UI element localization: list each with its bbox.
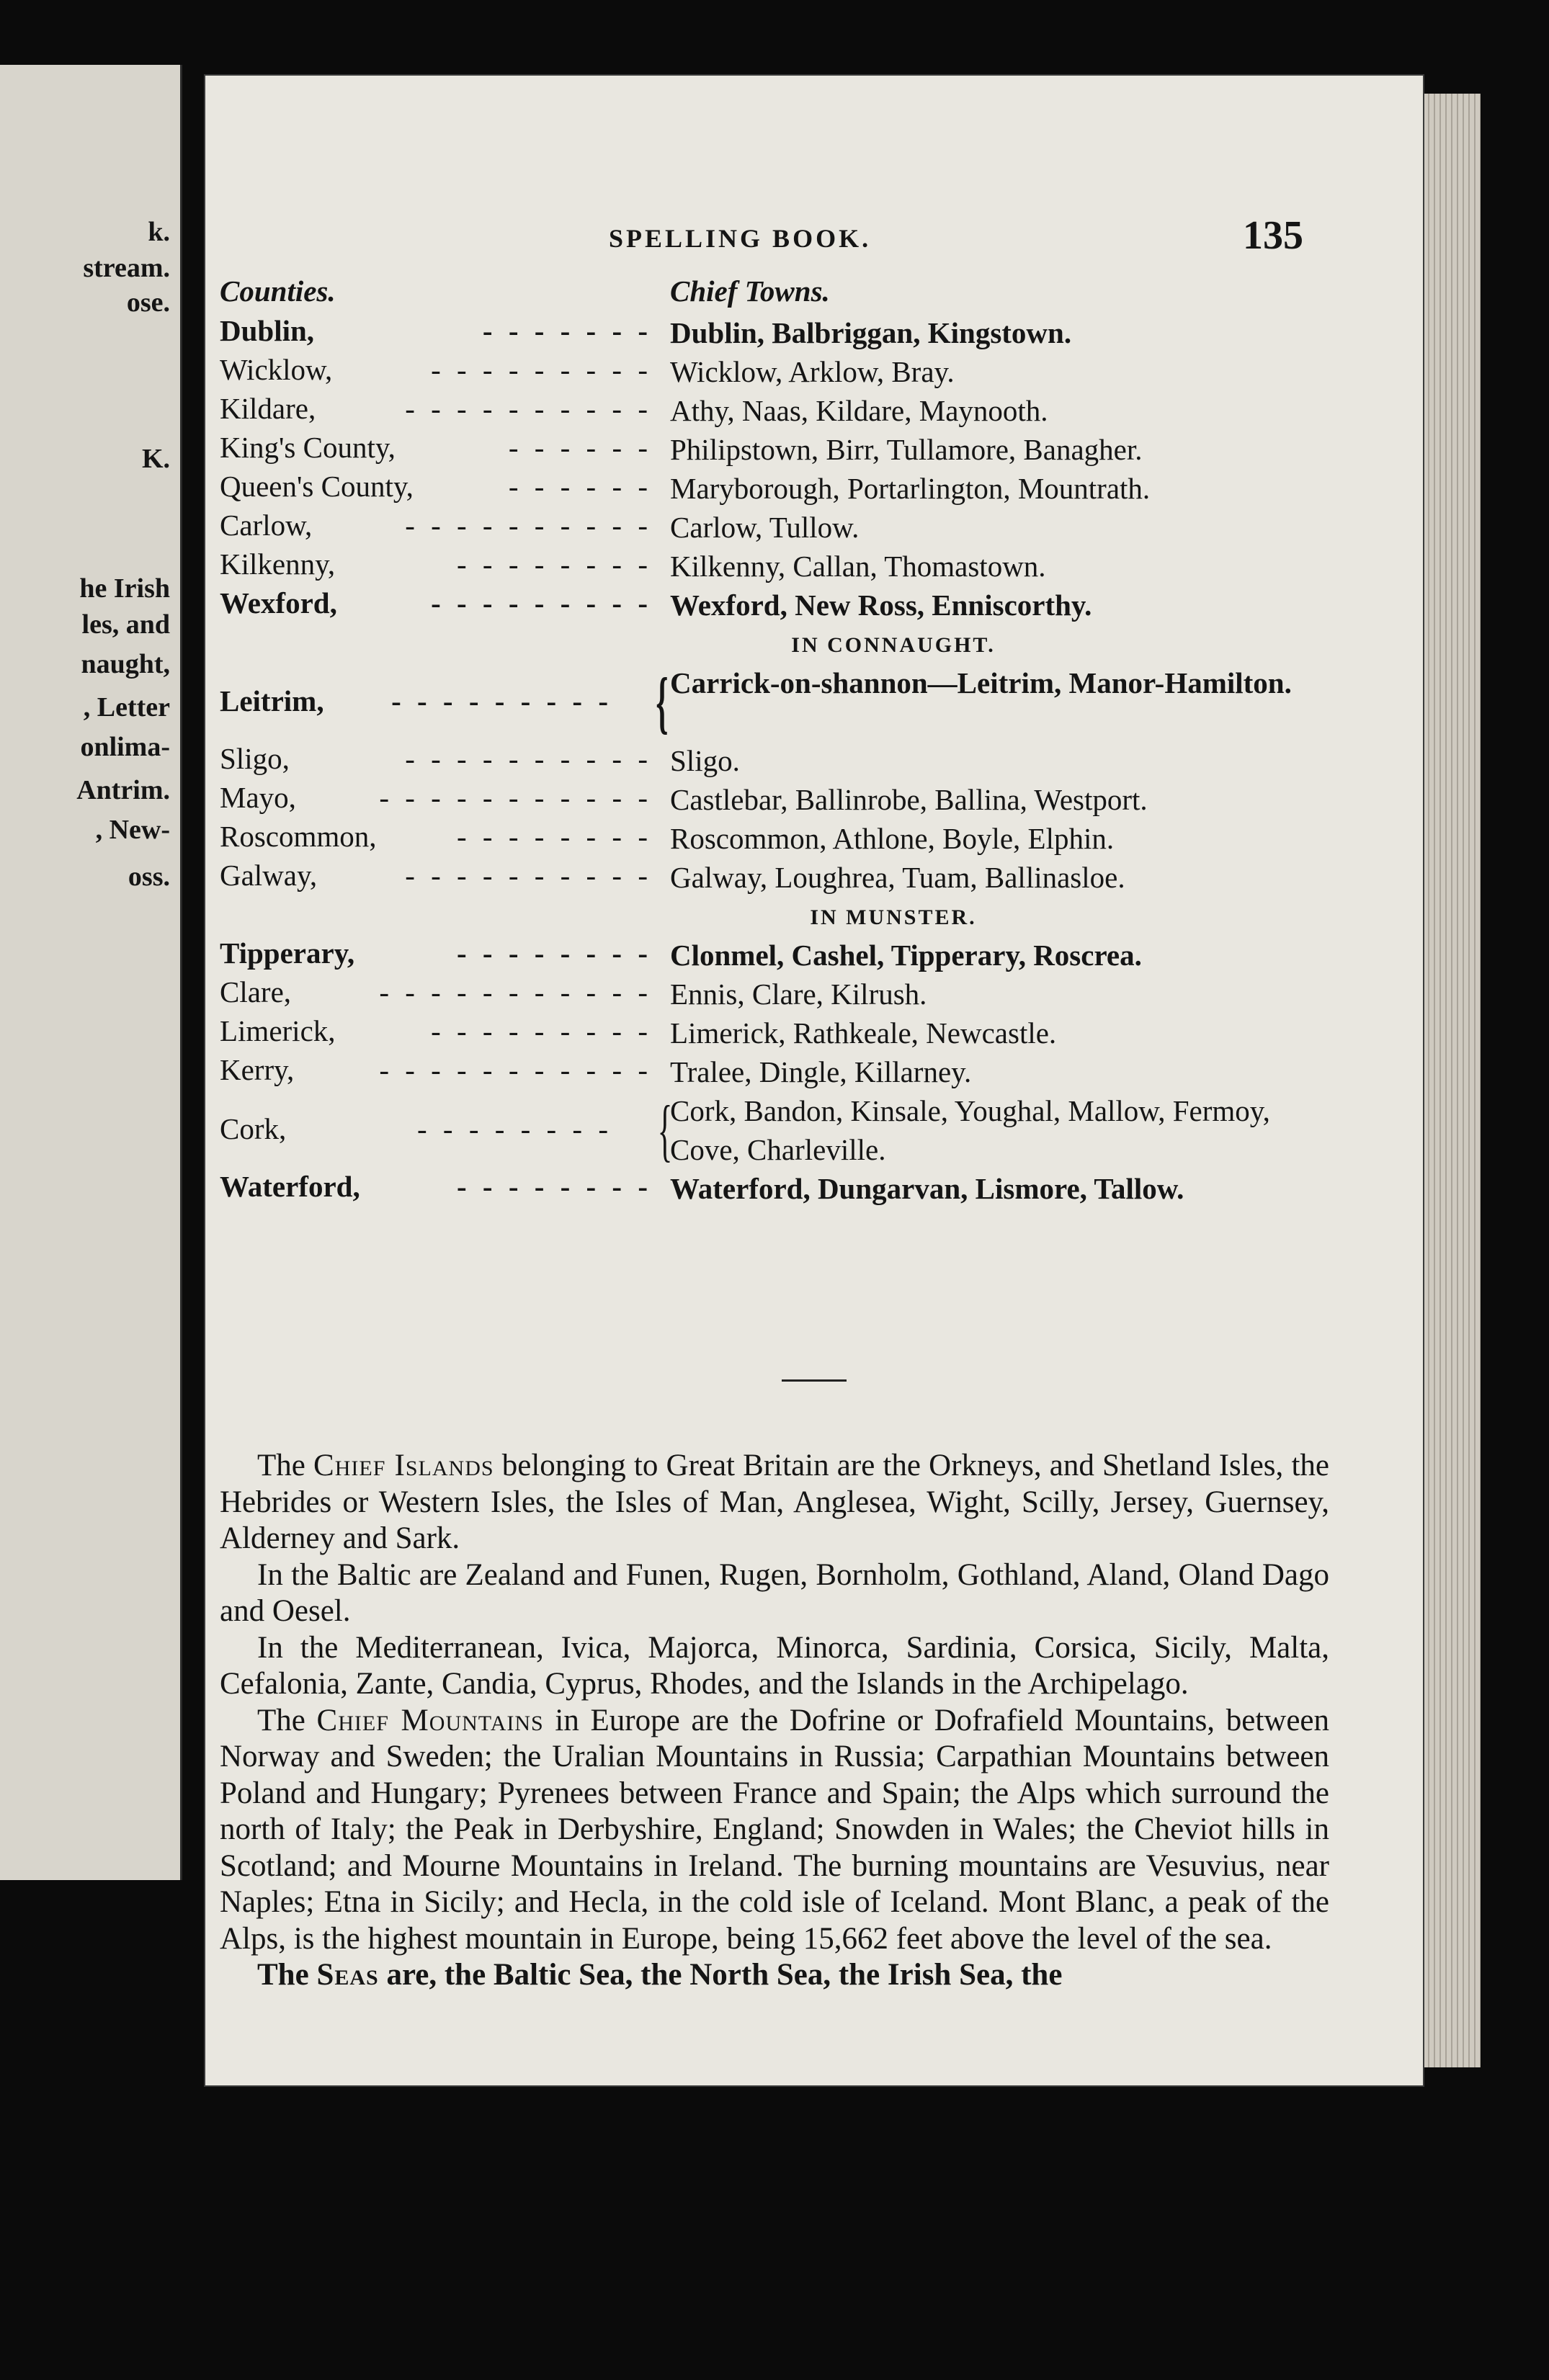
leader-dots: - - - - - - <box>508 431 652 464</box>
county-name: Carlow, <box>220 509 313 542</box>
chief-towns: Roscommon, Athlone, Boyle, Elphin. <box>670 822 1115 855</box>
facing-page-fragment: naught, <box>81 649 170 679</box>
facing-page-fragment: les, and <box>81 609 170 640</box>
county-name: Sligo, <box>220 742 290 775</box>
county-name: Clare, <box>220 975 292 1008</box>
county-name: Cork, <box>220 1112 287 1145</box>
chief-towns: Wicklow, Arklow, Bray. <box>670 355 955 388</box>
county-name: Kildare, <box>220 392 316 425</box>
leader-dots: - - - - - - - - - - <box>405 509 652 542</box>
county-name: Waterford, <box>220 1170 360 1203</box>
county-name: Wexford, <box>220 586 337 619</box>
leader-dots: - - - - - - - - - <box>431 1014 652 1047</box>
facing-page-fragment: he Irish <box>79 573 170 604</box>
leader-dots: - - - - - - - <box>482 314 652 347</box>
body-text <box>220 1448 1329 1994</box>
facing-page-fragment: ose. <box>126 287 170 318</box>
counties-heading: Counties. <box>220 274 336 308</box>
chief-towns: Ennis, Clare, Kilrush. <box>670 978 927 1011</box>
county-name: Queen's County, <box>220 470 414 503</box>
brace-glyph: { <box>657 1091 673 1168</box>
running-head: SPELLING BOOK. <box>609 224 872 253</box>
facing-page-fragment: Antrim. <box>76 775 170 805</box>
table-row <box>220 1091 1329 1169</box>
chief-towns: Philipstown, Birr, Tullamore, Banagher. <box>670 433 1143 466</box>
table-row <box>220 819 1329 858</box>
leader-dots: - - - - - - - - <box>457 936 652 970</box>
facing-page-fragment: , New- <box>95 815 170 845</box>
chief-towns: Carrick-on-shannon—Leitrim, Manor-Hamilton. <box>670 666 1292 699</box>
chief-towns: Tralee, Dingle, Killarney. <box>670 1055 972 1088</box>
table-row <box>220 430 1329 469</box>
chief-towns: Limerick, Rathkeale, Newcastle. <box>670 1016 1057 1050</box>
leader-dots: - - - - - - - - - - <box>405 859 652 892</box>
facing-page-strip <box>0 65 182 1880</box>
section-divider <box>782 1379 847 1382</box>
page-header <box>205 212 1423 263</box>
county-name: Dublin, <box>220 314 315 347</box>
table-row <box>220 391 1329 430</box>
paragraph-mediterranean: In the Mediterranean, Ivica, Majorca, Minorca, Sardinia, Corsica, Sicily, Malta, Cefalonia, Zante, Candia, Cyprus, Rhodes, and the Islands in the Archipelago. <box>220 1630 1329 1701</box>
chief-towns: Waterford, Dungarvan, Lismore, Tallow. <box>670 1172 1184 1205</box>
leader-dots: - - - - - - - - <box>457 820 652 853</box>
table-row <box>220 663 1329 741</box>
chief-towns: Dublin, Balbriggan, Kingstown. <box>670 316 1072 349</box>
chief-towns: Wexford, New Ross, Enniscorthy. <box>670 589 1092 622</box>
chief-towns: Maryborough, Portarlington, Mountrath. <box>670 472 1151 505</box>
county-name: Tipperary, <box>220 936 355 970</box>
table-row <box>220 858 1329 897</box>
facing-page-fragment: K. <box>141 444 170 474</box>
table-row <box>220 741 1329 780</box>
facing-page-fragment: oss. <box>128 862 170 892</box>
leader-dots: - - - - - - - - - <box>391 684 612 717</box>
facing-page-fragment: , Letter <box>83 692 170 722</box>
province-heading-connaught: IN CONNAUGHT. <box>791 633 996 657</box>
munster-rows <box>220 936 1329 1208</box>
leader-dots: - - - - - - - - - - - <box>379 781 652 814</box>
table-row <box>220 586 1329 625</box>
table-row <box>220 936 1329 975</box>
table-row <box>220 1052 1329 1091</box>
table-row <box>220 975 1329 1014</box>
facing-page-fragment: k. <box>148 217 170 247</box>
chief-towns: Kilkenny, Callan, Thomastown. <box>670 550 1046 583</box>
county-name: Limerick, <box>220 1014 336 1047</box>
connaught-rows <box>220 663 1329 897</box>
facing-page-fragment: stream. <box>83 253 170 283</box>
paragraph-baltic: In the Baltic are Zealand and Funen, Rugen, Bornholm, Gothland, Aland, Oland Dago and Oesel. <box>220 1557 1329 1628</box>
table-row <box>220 352 1329 391</box>
chief-towns: Carlow, Tullow. <box>670 511 860 544</box>
county-name: King's County, <box>220 431 396 464</box>
chief-towns: Athy, Naas, Kildare, Maynooth. <box>670 394 1048 427</box>
brace-glyph: { <box>656 663 669 741</box>
paragraph-seas: The Seas are, the Baltic Sea, the North Sea, the Irish Sea, the <box>257 1958 1063 1992</box>
leader-dots: - - - - - - - - <box>417 1112 612 1145</box>
county-name: Wicklow, <box>220 353 333 386</box>
leader-dots: - - - - - - - - - - - <box>379 975 652 1008</box>
county-name: Roscommon, <box>220 820 377 853</box>
county-name: Mayo, <box>220 781 296 814</box>
chief-towns: Galway, Loughrea, Tuam, Ballinasloe. <box>670 861 1125 894</box>
chief-towns: Sligo. <box>670 744 740 777</box>
chief-towns: Cork, Bandon, Kinsale, Youghal, Mallow, Fermoy, Cove, Charleville. <box>670 1094 1270 1166</box>
county-name: Kerry, <box>220 1053 295 1086</box>
paragraph-chief-islands: The Chief Islands belonging to Great Britain are the Orkneys, and Shetland Isles, the Hebrides or Western Isles, the Isles of Man, Anglesea, Wight, Scilly, Jersey, Guernsey, Alderney and Sark. <box>220 1449 1329 1555</box>
county-name: Kilkenny, <box>220 547 336 581</box>
paragraph-chief-mountains: The Chief Mountains in Europe are the Dofrine or Dofrafield Mountains, between Norway and Sweden; the Uralian Mountains in Russia; Carpathian Mountains between Poland and Hungary; Pyrenees between France and Spain; the Alps which surround the north of Italy; the Peak in Derbyshire, England; Snowden in Wales; the Cheviot hills in Scotland; and Mourne Mountains in Ireland. The burning mountains are Vesuvius, near Naples; Etna in Sicily; and Hecla, in the cold isle of Iceland. Mont Blanc, a peak of the Alps, is the highest mountain in Europe, being 15,662 feet above the level of the sea. <box>220 1703 1329 1956</box>
chief-towns: Castlebar, Ballinrobe, Ballina, Westport. <box>670 783 1148 816</box>
chief-towns: Clonmel, Cashel, Tipperary, Roscrea. <box>670 939 1142 972</box>
leader-dots: - - - - - - - - - <box>431 586 652 619</box>
county-name: Galway, <box>220 859 318 892</box>
table-row <box>220 1169 1329 1208</box>
facing-page-fragment: onlima- <box>80 732 170 762</box>
table-header <box>220 274 1329 313</box>
province-heading-munster: IN MUNSTER. <box>810 905 977 929</box>
leader-dots: - - - - - - - - - - - <box>379 1053 652 1086</box>
book-page <box>205 76 1423 2085</box>
chief-towns-heading: Chief Towns. <box>670 274 830 308</box>
leader-dots: - - - - - - - - - <box>431 353 652 386</box>
table-row <box>220 780 1329 819</box>
leader-dots: - - - - - - <box>508 470 652 503</box>
leader-dots: - - - - - - - - <box>457 547 652 581</box>
page-number: 135 <box>1243 213 1303 258</box>
counties-table <box>220 274 1329 1208</box>
leinster-rows <box>220 313 1329 625</box>
county-name: Leitrim, <box>220 684 324 717</box>
leader-dots: - - - - - - - - - - <box>405 742 652 775</box>
table-row <box>220 1014 1329 1052</box>
leader-dots: - - - - - - - - - - <box>405 392 652 425</box>
table-row <box>220 547 1329 586</box>
table-row <box>220 469 1329 508</box>
table-row <box>220 508 1329 547</box>
leader-dots: - - - - - - - - <box>457 1170 652 1203</box>
table-row <box>220 313 1329 352</box>
